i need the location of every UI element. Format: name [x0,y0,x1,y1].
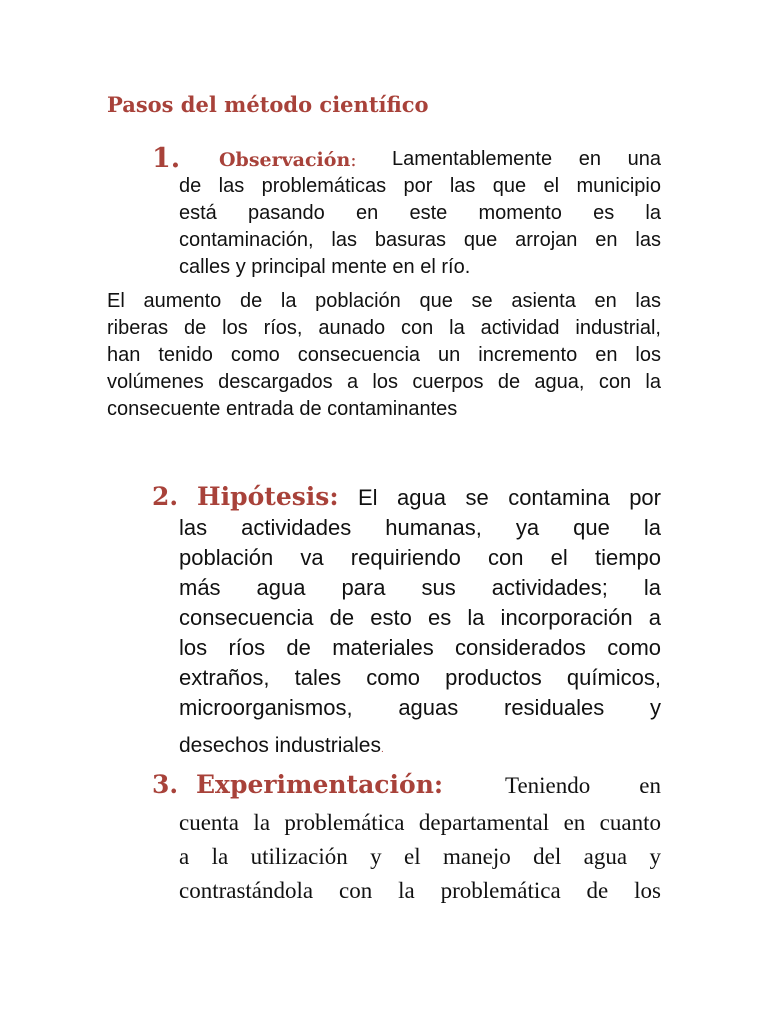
step-text-line: está pasando en este momento es la [179,202,661,224]
paragraph-line: El aumento de la población que se asienta en las [107,290,661,312]
step-text-line: de las problemáticas por las que el municipio [179,175,661,197]
page-title: Pasos del método científico [107,92,429,117]
step-text-line: población va requiriendo con el tiempo [179,545,661,570]
step-heading: Hipótesis: [197,482,339,511]
step-text-line: consecuencia de esto es la incorporación a [179,605,661,630]
paragraph-line: consecuente entrada de contaminantes [107,398,458,420]
step-text-line: cuenta la problemática departamental en cuanto [179,810,661,835]
step-text-line: las actividades humanas, ya que la [179,515,661,540]
step-text-line: El agua se contamina por [358,485,661,510]
step-number: 1. [152,143,181,174]
paragraph-line: riberas de los ríos, aunado con la actividad industrial, [107,317,661,339]
step-text-line: microorganismos, aguas residuales y [179,695,661,720]
step-text-line: calles y principal mente en el río. [179,256,471,278]
step-text-line: Lamentablemente en una [392,148,661,170]
step-text-line: Teniendo en [505,773,661,798]
step-heading: Experimentación: [196,770,444,799]
step-text-line: extraños, tales como productos químicos, [179,665,661,690]
step-text-line: a la utilización y el manejo del agua y [179,844,661,869]
step-text-line: los ríos de materiales considerados como [179,635,661,660]
paragraph-line: volúmenes descargados a los cuerpos de agua, con la [107,371,661,393]
paragraph-line: han tenido como consecuencia un incremento en los [107,344,661,366]
step-number: 3. [152,770,179,799]
step-text-line: contaminación, las basuras que arrojan en las [179,229,661,251]
step-heading: Observación: [219,149,357,171]
step-text-line: contrastándola con la problemática de los [179,878,661,903]
step-text-line: desechos industriales. [179,734,384,757]
step-text-line: más agua para sus actividades; la [179,575,661,600]
step-number: 2. [152,482,179,511]
